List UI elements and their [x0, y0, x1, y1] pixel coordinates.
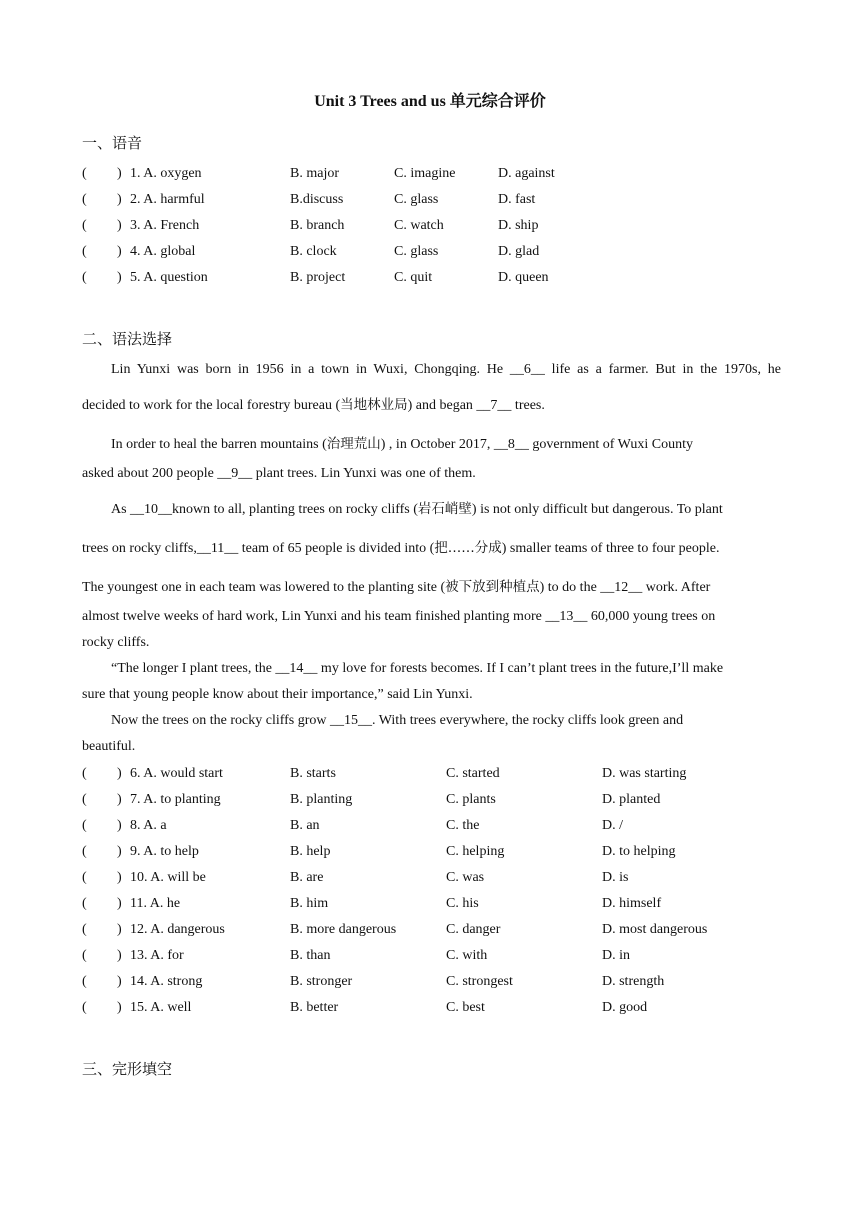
- option-a: 2. A. harmful: [130, 192, 205, 207]
- passage-text: ) , in October 2017, __8__ government of Wuxi County: [380, 437, 693, 452]
- answer-paren-close: ): [117, 844, 122, 859]
- option-c: C. watch: [394, 218, 444, 233]
- option-c: C. helping: [446, 844, 505, 859]
- answer-paren-open: (: [82, 896, 87, 911]
- section-heading-phonetics: 一、语音: [82, 134, 143, 152]
- passage-line: [82, 575, 710, 595]
- option-c: C. plants: [446, 792, 496, 807]
- option-c: C. was: [446, 870, 485, 885]
- passage-line: [111, 362, 781, 382]
- option-b: B. stronger: [290, 974, 353, 989]
- passage-chinese-gloss: 被下放到种植点: [445, 579, 540, 595]
- answer-paren-open: (: [82, 870, 87, 885]
- option-d: D. strength: [602, 974, 665, 989]
- option-a: 3. A. French: [130, 218, 200, 233]
- passage-text: beautiful.: [82, 739, 136, 754]
- passage-text: Lin Yunxi was born in 1956 in a town in Wuxi, Chongqing. He __6__ life as a farmer. But in the 1970s, he: [111, 362, 781, 377]
- answer-paren-open: (: [82, 974, 87, 989]
- option-b: B. are: [290, 870, 324, 885]
- answer-paren-open: (: [82, 792, 87, 807]
- option-a: 15. A. well: [130, 1000, 192, 1015]
- answer-paren-open: (: [82, 766, 87, 781]
- passage-chinese-gloss: 岩石峭壁: [417, 501, 472, 517]
- answer-paren-close: ): [117, 270, 122, 285]
- option-c: C. glass: [394, 192, 439, 207]
- option-c: C. best: [446, 1000, 485, 1015]
- option-b: B. an: [290, 818, 320, 833]
- answer-paren-close: ): [117, 922, 122, 937]
- option-b: B. starts: [290, 766, 336, 781]
- option-b: B. better: [290, 1000, 339, 1015]
- option-a: 5. A. question: [130, 270, 208, 285]
- answer-paren-close: ): [117, 818, 122, 833]
- option-b: B. project: [290, 270, 346, 285]
- answer-paren-open: (: [82, 1000, 87, 1015]
- answer-paren-close: ): [117, 192, 122, 207]
- answer-paren-close: ): [117, 766, 122, 781]
- option-a: 14. A. strong: [130, 974, 203, 989]
- option-b: B. planting: [290, 792, 353, 807]
- section-heading-cloze: 三、完形填空: [82, 1060, 173, 1078]
- option-a: 9. A. to help: [130, 844, 199, 859]
- passage-chinese-gloss: 把……分成: [434, 540, 502, 556]
- option-d: D. good: [602, 1000, 648, 1015]
- passage-text: asked about 200 people __9__ plant trees. Lin Yunxi was one of them.: [82, 466, 476, 481]
- answer-paren-close: ): [117, 792, 122, 807]
- answer-paren-close: ): [117, 244, 122, 259]
- passage-text: decided to work for the local forestry bureau (: [82, 398, 341, 413]
- option-b: B. him: [290, 896, 329, 911]
- option-d: D. in: [602, 948, 630, 963]
- option-d: D. to helping: [602, 844, 676, 859]
- answer-paren-open: (: [82, 922, 87, 937]
- passage-text: ) smaller teams of three to four people.: [501, 541, 720, 556]
- answer-paren-open: (: [82, 948, 87, 963]
- passage-text: sure that young people know about their importance,” said Lin Yunxi.: [82, 687, 473, 702]
- option-d: D. glad: [498, 244, 540, 259]
- passage-text: In order to heal the barren mountains (: [111, 437, 327, 452]
- passage-line: [82, 739, 135, 759]
- passage-line: [82, 635, 149, 655]
- passage-chinese-gloss: 当地林业局: [340, 397, 408, 413]
- answer-paren-close: ): [117, 896, 122, 911]
- answer-paren-open: (: [82, 166, 87, 181]
- answer-paren-open: (: [82, 818, 87, 833]
- option-c: C. quit: [394, 270, 433, 285]
- answer-paren-close: ): [117, 870, 122, 885]
- passage-text: Now the trees on the rocky cliffs grow __15__. With trees everywhere, the rocky cliffs look green and: [111, 713, 684, 728]
- passage-line: [82, 609, 715, 629]
- option-d: D. most dangerous: [602, 922, 708, 937]
- passage-chinese-gloss: 治理荒山: [326, 436, 381, 452]
- passage-line: [82, 466, 476, 486]
- option-a: 7. A. to planting: [130, 792, 221, 807]
- answer-paren-open: (: [82, 218, 87, 233]
- option-a: 6. A. would start: [130, 766, 223, 781]
- passage-text: As __10__known to all, planting trees on rocky cliffs (: [111, 502, 418, 517]
- passage-line: [111, 497, 723, 517]
- passage-text: “The longer I plant trees, the __14__ my love for forests becomes. If I can’t plant trees in the future,I’ll make: [111, 661, 724, 676]
- option-a: 8. A. a: [130, 818, 167, 833]
- answer-paren-close: ): [117, 948, 122, 963]
- option-a: 1. A. oxygen: [130, 166, 202, 181]
- answer-paren-close: ): [117, 218, 122, 233]
- passage-text: almost twelve weeks of hard work, Lin Yunxi and his team finished planting more __13__ 60,000 young trees on: [82, 609, 716, 624]
- option-d: D. against: [498, 166, 555, 181]
- passage-line: [82, 536, 719, 556]
- answer-paren-open: (: [82, 244, 87, 259]
- option-b: B. than: [290, 948, 331, 963]
- option-a: 12. A. dangerous: [130, 922, 225, 937]
- option-c: C. the: [446, 818, 480, 833]
- option-d: D. planted: [602, 792, 661, 807]
- option-b: B. clock: [290, 244, 337, 259]
- answer-paren-open: (: [82, 192, 87, 207]
- passage-line: [111, 661, 723, 681]
- option-d: D. was starting: [602, 766, 687, 781]
- option-c: C. strongest: [446, 974, 513, 989]
- option-c: C. started: [446, 766, 500, 781]
- option-a: 11. A. he: [130, 896, 181, 911]
- passage-line: [111, 713, 683, 733]
- option-c: C. his: [446, 896, 479, 911]
- option-b: B. more dangerous: [290, 922, 397, 937]
- passage-line: [111, 432, 781, 452]
- option-a: 4. A. global: [130, 244, 196, 259]
- option-d: D. ship: [498, 218, 539, 233]
- passage-text: ) and began __7__ trees.: [407, 398, 545, 413]
- passage-line: [82, 393, 545, 413]
- option-b: B. branch: [290, 218, 345, 233]
- passage-line: [82, 687, 473, 707]
- option-b: B. help: [290, 844, 331, 859]
- page-title: Unit 3 Trees and us 单元综合评价: [314, 93, 546, 110]
- option-c: C. with: [446, 948, 488, 963]
- passage-text: ) is not only difficult but dangerous. To plant: [471, 502, 723, 517]
- option-a: 13. A. for: [130, 948, 184, 963]
- section-heading-grammar: 二、语法选择: [82, 330, 173, 348]
- option-c: C. danger: [446, 922, 501, 937]
- option-a: 10. A. will be: [130, 870, 206, 885]
- option-c: C. imagine: [394, 166, 456, 181]
- answer-paren-close: ): [117, 974, 122, 989]
- answer-paren-open: (: [82, 844, 87, 859]
- option-d: D. fast: [498, 192, 536, 207]
- option-d: D. /: [602, 818, 623, 833]
- option-d: D. queen: [498, 270, 549, 285]
- option-b: B.discuss: [290, 192, 344, 207]
- answer-paren-close: ): [117, 1000, 122, 1015]
- passage-text: rocky cliffs.: [82, 635, 150, 650]
- option-d: D. himself: [602, 896, 662, 911]
- option-b: B. major: [290, 166, 339, 181]
- passage-text: trees on rocky cliffs,__11__ team of 65 people is divided into (: [82, 541, 435, 556]
- answer-paren-open: (: [82, 270, 87, 285]
- option-d: D. is: [602, 870, 629, 885]
- passage-text: ) to do the __12__ work. After: [539, 580, 711, 595]
- option-c: C. glass: [394, 244, 439, 259]
- passage-text: The youngest one in each team was lowered to the planting site (: [82, 580, 446, 595]
- answer-paren-close: ): [117, 166, 122, 181]
